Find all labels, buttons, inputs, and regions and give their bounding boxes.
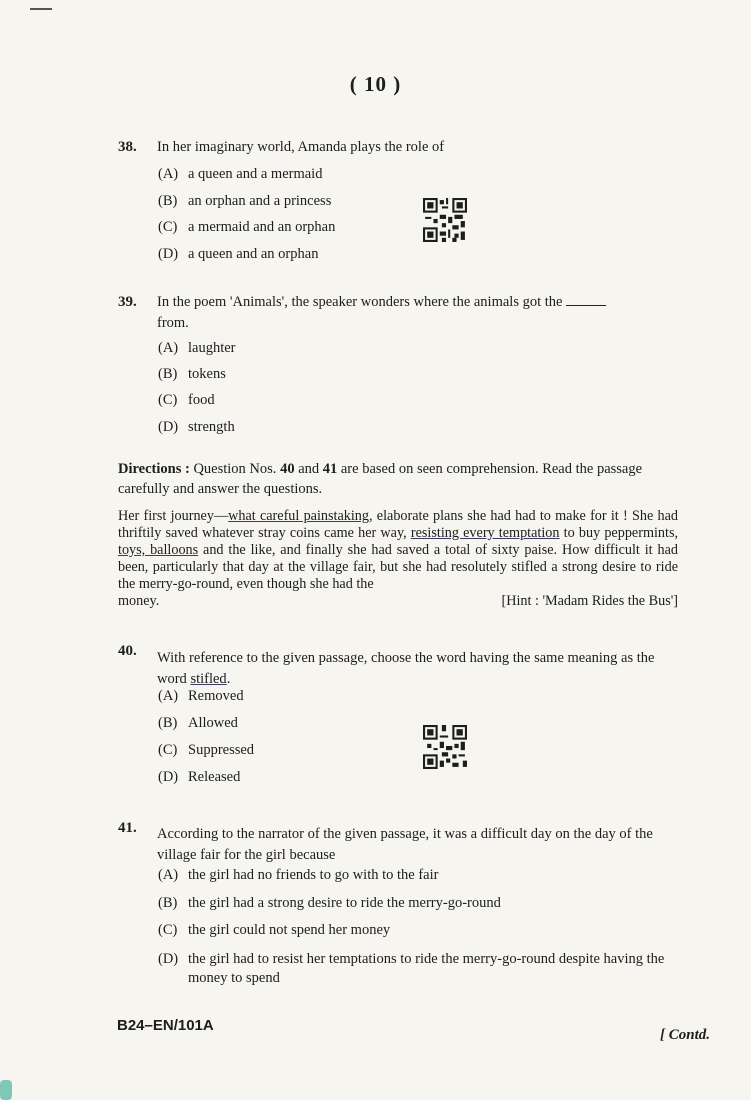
option-d: (D) Released xyxy=(158,769,241,785)
scan-edge-mark xyxy=(30,8,52,10)
question-text: With reference to the given passage, choose the word having the same meaning as the word stifled. xyxy=(157,650,655,687)
option-c: (C) food xyxy=(158,392,215,408)
option-c: (C) Suppressed xyxy=(158,742,255,758)
option-d: (D) a queen and an orphan xyxy=(158,246,319,262)
scan-edge-mark xyxy=(0,1080,12,1100)
question-text: In the poem 'Animals', the speaker wonders where the animals got the from. xyxy=(157,292,682,334)
option-b: (B) the girl had a strong desire to ride the merry-go-round xyxy=(158,895,501,911)
paper-code: B24–EN/101A xyxy=(117,1017,214,1034)
option-a: (A) the girl had no friends to go with to the fair xyxy=(158,867,439,883)
qr-code-icon xyxy=(423,725,467,769)
question-number: 38. xyxy=(118,139,137,155)
continued-marker: [ Contd. xyxy=(660,1027,711,1043)
passage-hint: [Hint : 'Madam Rides the Bus'] xyxy=(501,593,678,609)
question-text: According to the narrator of the given passage, it was a difficult day on the day of the village fair for the girl because xyxy=(157,826,653,863)
option-c: (C) a mermaid and an orphan xyxy=(158,219,336,235)
directions: Directions : Question Nos. 40 and 41 are based on seen comprehension. Read the passage carefully and answer the questions. xyxy=(118,461,643,497)
option-d: (D) strength xyxy=(158,419,235,435)
comprehension-passage: Her first journey—what careful painstaking, elaborate plans she had had to make for it ! She had thriftily saved whatever stray coins came her way, resisting every temptation to buy peppermints, toys, balloons and the like, and finally she had saved a total of sixty paise. How difficult it had been, particularly that day at the village fair, but she had resolutely stifled a strong desire to ride the merry-go-round, even though she had the money. [Hint : 'Madam Rides the Bus'] xyxy=(118,508,679,609)
option-d: (D) the girl had to resist her temptations to ride the merry-go-round despite having the money to spend xyxy=(158,951,665,986)
page-number: ( 10 ) xyxy=(349,72,402,96)
option-a: (A) Removed xyxy=(158,688,244,704)
option-a: (A) laughter xyxy=(158,340,236,356)
option-a: (A) a queen and a mermaid xyxy=(158,166,323,182)
question-text: In her imaginary world, Amanda plays the role of xyxy=(157,139,445,155)
passage-last-word: money. xyxy=(118,593,160,609)
fill-blank xyxy=(566,305,606,306)
option-b: (B) tokens xyxy=(158,366,226,382)
qr-code-icon xyxy=(423,198,467,242)
question-number: 40. xyxy=(118,643,137,659)
question-number: 39. xyxy=(118,294,137,310)
option-c: (C) the girl could not spend her money xyxy=(158,922,391,938)
option-b: (B) Allowed xyxy=(158,715,238,731)
option-b: (B) an orphan and a princess xyxy=(158,193,332,209)
question-number: 41. xyxy=(118,820,137,836)
